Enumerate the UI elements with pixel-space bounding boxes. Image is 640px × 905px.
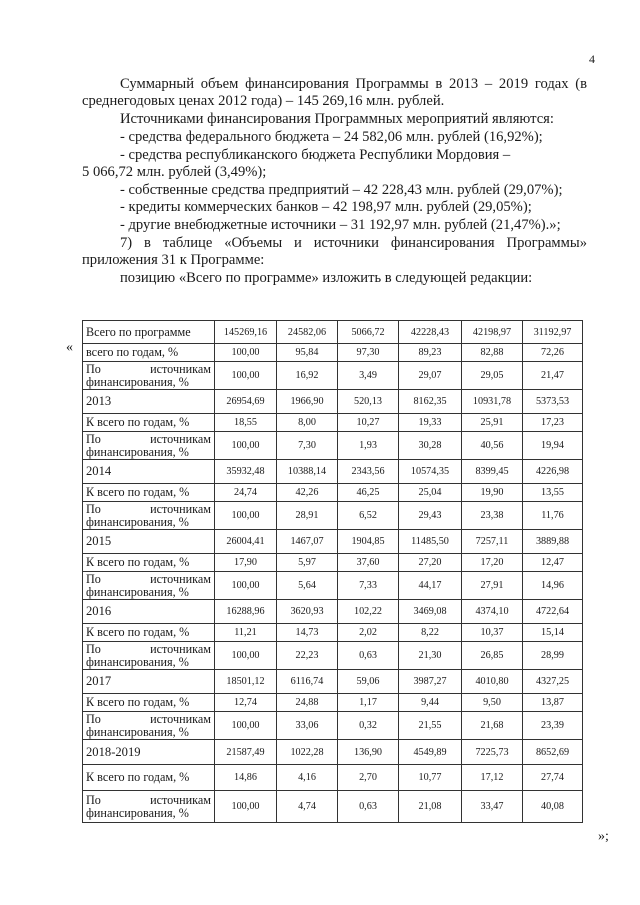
value-cell: 29,05 xyxy=(462,362,523,390)
value-cell: 30,28 xyxy=(399,432,462,460)
value-cell: 12,74 xyxy=(215,694,277,712)
value-cell: 25,91 xyxy=(462,414,523,432)
value-cell: 10388,14 xyxy=(277,460,338,484)
value-cell: 10,77 xyxy=(399,765,462,791)
row-label: По источникам финансирования, % xyxy=(83,362,215,390)
row-label: По источникам финансирования, % xyxy=(83,791,215,823)
value-cell: 0,32 xyxy=(338,712,399,740)
value-cell: 1904,85 xyxy=(338,530,399,554)
value-cell: 136,90 xyxy=(338,740,399,765)
value-cell: 4,74 xyxy=(277,791,338,823)
paragraph-bank-credits: - кредиты коммерческих банков – 42 198,97 млн. рублей (29,05%); xyxy=(120,199,532,215)
value-cell: 21,30 xyxy=(399,642,462,670)
value-cell: 1966,90 xyxy=(277,390,338,414)
value-cell: 520,13 xyxy=(338,390,399,414)
financing-table xyxy=(82,320,583,823)
row-label: К всего по годам, % xyxy=(83,624,215,642)
paragraph-republic-budget-line-2: 5 066,72 млн. рублей (3,49%); xyxy=(82,164,267,180)
value-cell: 17,12 xyxy=(462,765,523,791)
value-cell: 17,20 xyxy=(462,554,523,572)
row-label: К всего по годам, % xyxy=(83,554,215,572)
financing-table-body xyxy=(83,321,583,823)
paragraph-sources-intro: Источниками финансирования Программных мероприятий являются: xyxy=(120,111,554,127)
row-label: 2015 xyxy=(83,530,215,554)
value-cell: 100,00 xyxy=(215,572,277,600)
value-cell: 27,20 xyxy=(399,554,462,572)
table-row xyxy=(83,414,583,432)
row-label: 2013 xyxy=(83,390,215,414)
value-cell: 3987,27 xyxy=(399,670,462,694)
value-cell: 5,64 xyxy=(277,572,338,600)
value-cell: 23,39 xyxy=(523,712,583,740)
page-number: 4 xyxy=(589,52,595,66)
value-cell: 7257,11 xyxy=(462,530,523,554)
value-cell: 21,47 xyxy=(523,362,583,390)
value-cell: 24,88 xyxy=(277,694,338,712)
table-row xyxy=(83,554,583,572)
row-label: По источникам финансирования, % xyxy=(83,502,215,530)
value-cell: 33,06 xyxy=(277,712,338,740)
value-cell: 15,14 xyxy=(523,624,583,642)
value-cell: 21,08 xyxy=(399,791,462,823)
value-cell: 12,47 xyxy=(523,554,583,572)
value-cell: 29,07 xyxy=(399,362,462,390)
value-cell: 1467,07 xyxy=(277,530,338,554)
value-cell: 95,84 xyxy=(277,344,338,362)
value-cell: 0,63 xyxy=(338,791,399,823)
value-cell: 11,76 xyxy=(523,502,583,530)
value-cell: 26,85 xyxy=(462,642,523,670)
value-cell: 42198,97 xyxy=(462,321,523,344)
table-row xyxy=(83,344,583,362)
value-cell: 100,00 xyxy=(215,432,277,460)
value-cell: 21587,49 xyxy=(215,740,277,765)
value-cell: 10,37 xyxy=(462,624,523,642)
table-row xyxy=(83,432,583,460)
table-row xyxy=(83,484,583,502)
value-cell: 7,33 xyxy=(338,572,399,600)
value-cell: 16288,96 xyxy=(215,600,277,624)
value-cell: 97,30 xyxy=(338,344,399,362)
table-row xyxy=(83,765,583,791)
value-cell: 25,04 xyxy=(399,484,462,502)
row-label: К всего по годам, % xyxy=(83,414,215,432)
paragraph-own-funds: - собственные средства предприятий – 42 228,43 млн. рублей (29,07%); xyxy=(120,182,563,198)
paragraph-table-ref-line-2: приложения 31 к Программе: xyxy=(82,252,265,268)
value-cell: 6,52 xyxy=(338,502,399,530)
table-row xyxy=(83,460,583,484)
value-cell: 100,00 xyxy=(215,712,277,740)
value-cell: 3620,93 xyxy=(277,600,338,624)
table-row xyxy=(83,530,583,554)
value-cell: 145269,16 xyxy=(215,321,277,344)
value-cell: 23,38 xyxy=(462,502,523,530)
value-cell: 5,97 xyxy=(277,554,338,572)
value-cell: 26954,69 xyxy=(215,390,277,414)
value-cell: 5373,53 xyxy=(523,390,583,414)
table-row xyxy=(83,572,583,600)
value-cell: 100,00 xyxy=(215,344,277,362)
value-cell: 10,27 xyxy=(338,414,399,432)
value-cell: 1022,28 xyxy=(277,740,338,765)
value-cell: 17,90 xyxy=(215,554,277,572)
value-cell: 42228,43 xyxy=(399,321,462,344)
value-cell: 10931,78 xyxy=(462,390,523,414)
value-cell: 18,55 xyxy=(215,414,277,432)
value-cell: 33,47 xyxy=(462,791,523,823)
value-cell: 2,70 xyxy=(338,765,399,791)
row-label: 2016 xyxy=(83,600,215,624)
table-row xyxy=(83,624,583,642)
table-row xyxy=(83,362,583,390)
paragraph-total-line-2: среднегодовых ценах 2012 года) – 145 269,16 млн. рублей. xyxy=(82,93,445,109)
table-row xyxy=(83,670,583,694)
value-cell: 9,44 xyxy=(399,694,462,712)
value-cell: 8,22 xyxy=(399,624,462,642)
value-cell: 28,91 xyxy=(277,502,338,530)
value-cell: 24,74 xyxy=(215,484,277,502)
value-cell: 100,00 xyxy=(215,362,277,390)
value-cell: 3889,88 xyxy=(523,530,583,554)
value-cell: 7,30 xyxy=(277,432,338,460)
paragraph-edit-instruction: позицию «Всего по программе» изложить в следующей редакции: xyxy=(120,270,533,286)
value-cell: 8652,69 xyxy=(523,740,583,765)
row-label: 2018-2019 xyxy=(83,740,215,765)
value-cell: 72,26 xyxy=(523,344,583,362)
table-row xyxy=(83,390,583,414)
value-cell: 40,08 xyxy=(523,791,583,823)
value-cell: 4226,98 xyxy=(523,460,583,484)
value-cell: 14,96 xyxy=(523,572,583,600)
value-cell: 46,25 xyxy=(338,484,399,502)
paragraph-federal-budget: - средства федерального бюджета – 24 582,06 млн. рублей (16,92%); xyxy=(120,129,543,145)
table-row xyxy=(83,642,583,670)
value-cell: 89,23 xyxy=(399,344,462,362)
value-cell: 8,00 xyxy=(277,414,338,432)
value-cell: 21,55 xyxy=(399,712,462,740)
quote-close-mark: »; xyxy=(598,829,609,844)
value-cell: 10574,35 xyxy=(399,460,462,484)
value-cell: 37,60 xyxy=(338,554,399,572)
value-cell: 8399,45 xyxy=(462,460,523,484)
value-cell: 100,00 xyxy=(215,791,277,823)
table-row xyxy=(83,791,583,823)
value-cell: 28,99 xyxy=(523,642,583,670)
value-cell: 102,22 xyxy=(338,600,399,624)
value-cell: 19,90 xyxy=(462,484,523,502)
row-label: По источникам финансирования, % xyxy=(83,642,215,670)
row-label: К всего по годам, % xyxy=(83,484,215,502)
value-cell: 27,91 xyxy=(462,572,523,600)
value-cell: 0,63 xyxy=(338,642,399,670)
row-label: К всего по годам, % xyxy=(83,694,215,712)
value-cell: 16,92 xyxy=(277,362,338,390)
value-cell: 1,17 xyxy=(338,694,399,712)
table-row xyxy=(83,694,583,712)
value-cell: 6116,74 xyxy=(277,670,338,694)
value-cell: 100,00 xyxy=(215,642,277,670)
value-cell: 42,26 xyxy=(277,484,338,502)
quote-open-mark: « xyxy=(66,340,73,355)
row-label: По источникам финансирования, % xyxy=(83,712,215,740)
value-cell: 27,74 xyxy=(523,765,583,791)
value-cell: 44,17 xyxy=(399,572,462,600)
row-label: По источникам финансирования, % xyxy=(83,572,215,600)
value-cell: 40,56 xyxy=(462,432,523,460)
value-cell: 4722,64 xyxy=(523,600,583,624)
value-cell: 13,87 xyxy=(523,694,583,712)
value-cell: 4327,25 xyxy=(523,670,583,694)
row-label: По источникам финансирования, % xyxy=(83,432,215,460)
table-row xyxy=(83,600,583,624)
value-cell: 29,43 xyxy=(399,502,462,530)
value-cell: 9,50 xyxy=(462,694,523,712)
value-cell: 8162,35 xyxy=(399,390,462,414)
value-cell: 59,06 xyxy=(338,670,399,694)
value-cell: 82,88 xyxy=(462,344,523,362)
value-cell: 18501,12 xyxy=(215,670,277,694)
row-label: всего по годам, % xyxy=(83,344,215,362)
value-cell: 14,86 xyxy=(215,765,277,791)
value-cell: 26004,41 xyxy=(215,530,277,554)
value-cell: 19,94 xyxy=(523,432,583,460)
value-cell: 11,21 xyxy=(215,624,277,642)
value-cell: 5066,72 xyxy=(338,321,399,344)
value-cell: 4,16 xyxy=(277,765,338,791)
table-row xyxy=(83,502,583,530)
value-cell: 4549,89 xyxy=(399,740,462,765)
value-cell: 17,23 xyxy=(523,414,583,432)
table-row xyxy=(83,321,583,344)
value-cell: 7225,73 xyxy=(462,740,523,765)
paragraph-total-line-1: Суммарный объем финансирования Программы в 2013 – 2019 годах (в xyxy=(120,76,587,92)
value-cell: 22,23 xyxy=(277,642,338,670)
value-cell: 31192,97 xyxy=(523,321,583,344)
row-label: К всего по годам, % xyxy=(83,765,215,791)
value-cell: 1,93 xyxy=(338,432,399,460)
value-cell: 4374,10 xyxy=(462,600,523,624)
table-row xyxy=(83,740,583,765)
value-cell: 3,49 xyxy=(338,362,399,390)
value-cell: 4010,80 xyxy=(462,670,523,694)
value-cell: 13,55 xyxy=(523,484,583,502)
value-cell: 11485,50 xyxy=(399,530,462,554)
paragraph-republic-budget-line-1: - средства республиканского бюджета Республики Мордовия – xyxy=(120,147,511,163)
value-cell: 3469,08 xyxy=(399,600,462,624)
row-label: 2017 xyxy=(83,670,215,694)
value-cell: 24582,06 xyxy=(277,321,338,344)
value-cell: 2,02 xyxy=(338,624,399,642)
value-cell: 100,00 xyxy=(215,502,277,530)
value-cell: 19,33 xyxy=(399,414,462,432)
value-cell: 14,73 xyxy=(277,624,338,642)
paragraph-table-ref-line-1: 7) в таблице «Объемы и источники финансирования Программы» xyxy=(120,235,587,251)
value-cell: 2343,56 xyxy=(338,460,399,484)
value-cell: 21,68 xyxy=(462,712,523,740)
value-cell: 35932,48 xyxy=(215,460,277,484)
paragraph-other-sources: - другие внебюджетные источники – 31 192,97 млн. рублей (21,47%).»; xyxy=(120,217,561,233)
row-label: 2014 xyxy=(83,460,215,484)
table-row xyxy=(83,712,583,740)
row-label: Всего по программе xyxy=(83,321,215,344)
